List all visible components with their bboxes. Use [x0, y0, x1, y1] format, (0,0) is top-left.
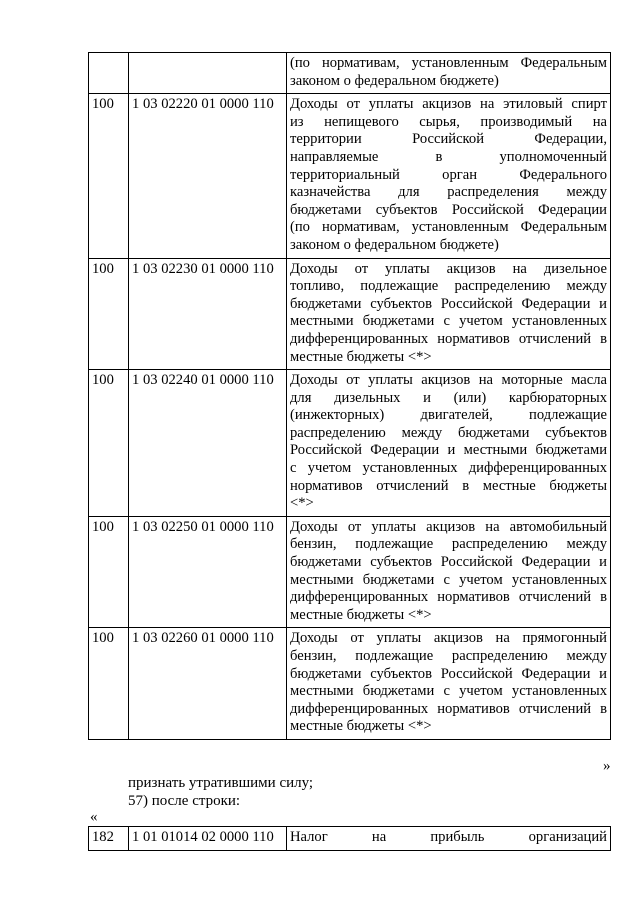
description-line: законом о федеральном бюджете) — [290, 72, 499, 89]
description-line: законом о федеральном бюджете) — [290, 236, 499, 253]
description-line: дифференцированных нормативов отчислений в — [290, 589, 607, 606]
paragraph-repeal: признать утратившими силу; — [128, 775, 314, 791]
description-line: распределению между бюджетами субъектов — [290, 424, 607, 441]
description-line: направляемые в уполномоченный — [290, 148, 607, 165]
description-line: из непищевого сырья, производимый на — [290, 113, 607, 130]
description-cell — [287, 53, 611, 94]
description-cell — [287, 827, 611, 851]
table-row — [89, 370, 611, 517]
description-line: местными бюджетами с учетом установленных — [290, 571, 607, 588]
description-line: местные бюджеты <*> — [290, 348, 432, 365]
table-row — [89, 827, 611, 851]
description-line: местными бюджетами с учетом установленных — [290, 683, 607, 700]
opening-quote: « — [90, 809, 98, 825]
description-line: (по нормативам, установленным Федеральным — [290, 55, 607, 71]
description-line: Доходы от уплаты акцизов на дизельное — [290, 260, 607, 277]
budget-code-cell: 1 01 01014 02 0000 110 — [129, 827, 287, 851]
description-line: казначейства для распределения между — [290, 184, 607, 201]
description-line: <*> — [290, 495, 314, 512]
admin-code-cell: 182 — [89, 827, 129, 851]
description-line: нормативов отчислений в местные бюджеты — [290, 477, 607, 494]
description-line: территории Российской Федерации, — [290, 131, 607, 148]
closing-quote: » — [603, 758, 611, 774]
description-line: для дизельных и (или) карбюраторных — [290, 389, 607, 406]
table-row — [89, 94, 611, 258]
description-line: Российской Федерации и местными бюджетами — [290, 442, 607, 459]
description-line: местными бюджетами с учетом установленных — [290, 313, 607, 330]
admin-code-cell: 100 — [89, 258, 129, 370]
description-line: Доходы от уплаты акцизов на автомобильный — [290, 518, 607, 535]
description-line: топливо, подлежащие распределению между — [290, 278, 607, 295]
budget-code-cell: 1 03 02230 01 0000 110 — [129, 258, 287, 370]
budget-code-cell: 1 03 02240 01 0000 110 — [129, 370, 287, 517]
admin-code-cell: 100 — [89, 516, 129, 628]
description-line: местные бюджеты <*> — [290, 606, 432, 623]
description-line: территориальный орган Федерального — [290, 166, 607, 183]
description-cell — [287, 370, 611, 517]
description-line: местные бюджеты <*> — [290, 718, 432, 735]
table-row — [89, 258, 611, 370]
description-line: бюджетами субъектов Российской Федерации и — [290, 665, 607, 682]
description-line: Доходы от уплаты акцизов на моторные масла — [290, 372, 607, 389]
table-row — [89, 516, 611, 628]
description-cell — [287, 628, 611, 740]
description-line: (инжекторных) двигателей, подлежащие — [290, 407, 607, 424]
description-line: бензин, подлежащие распределению между — [290, 648, 607, 664]
description-cell — [287, 94, 611, 258]
table-row — [89, 53, 611, 94]
inserted-row-table — [88, 826, 611, 851]
description-line: бюджетами субъектов Российской Федерации и — [290, 554, 607, 571]
description-line: Доходы от уплаты акцизов на этиловый спирт — [290, 96, 607, 113]
description-line: Налог на прибыль организаций — [290, 829, 607, 845]
admin-code-cell: 100 — [89, 370, 129, 517]
table-row — [89, 628, 611, 740]
description-cell — [287, 258, 611, 370]
admin-code-cell — [89, 53, 129, 94]
admin-code-cell: 100 — [89, 628, 129, 740]
budget-code-cell — [129, 53, 287, 94]
budget-code-cell: 1 03 02250 01 0000 110 — [129, 516, 287, 628]
description-cell — [287, 516, 611, 628]
admin-code-cell: 100 — [89, 94, 129, 258]
description-line: бензин, подлежащие распределению между — [290, 536, 607, 553]
description-line: Доходы от уплаты акцизов на прямогонный — [290, 630, 607, 647]
description-line: бюджетами субъектов Российской Федерации и — [290, 295, 607, 312]
description-line: дифференцированных нормативов отчислений в — [290, 330, 607, 347]
description-line: дифференцированных нормативов отчислений в — [290, 700, 607, 717]
description-line: бюджетами субъектов Российской Федерации — [290, 201, 607, 218]
budget-code-cell: 1 03 02260 01 0000 110 — [129, 628, 287, 740]
budget-code-table — [88, 52, 611, 740]
description-line: с учетом установленных дифференцированных — [290, 460, 607, 477]
budget-code-cell: 1 03 02220 01 0000 110 — [129, 94, 287, 258]
description-line: (по нормативам, установленным Федеральным — [290, 219, 607, 236]
budget-code-table-body — [89, 53, 611, 740]
paragraph-57: 57) после строки: — [128, 793, 241, 809]
